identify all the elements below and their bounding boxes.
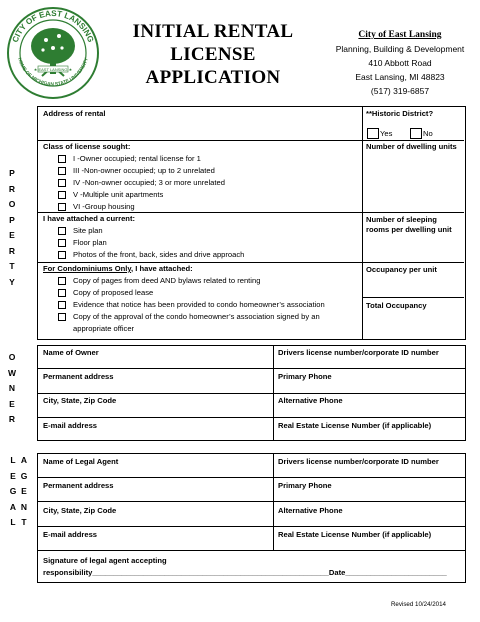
signature-date-line[interactable]: responsibility________________________________________________________Date________________________ — [43, 568, 447, 577]
yes-checkbox[interactable] — [367, 128, 379, 139]
attachments-group — [43, 213, 358, 261]
city-seal-logo — [6, 6, 100, 100]
agent-name-label: Name of Legal Agent — [43, 457, 119, 466]
class-option-iv[interactable]: IV -Non-owner occupied; 3 or more unrelated — [58, 177, 358, 189]
condo-group — [43, 263, 361, 335]
department-name: Planning, Building & Development — [335, 44, 465, 54]
owner-address-label: Permanent address — [43, 372, 114, 381]
owner-license-id-label: Drivers license number/corporate ID number — [278, 348, 439, 357]
agent-primary-phone-label: Primary Phone — [278, 481, 332, 490]
class-iv-checkbox[interactable] — [58, 179, 66, 187]
signature-label: Signature of legal agent accepting — [43, 556, 167, 565]
agent-alt-phone-label: Alternative Phone — [278, 506, 343, 515]
condo-deed-bylaws[interactable]: Copy of pages from deed AND bylaws related to renting — [58, 275, 361, 287]
class-iii-checkbox[interactable] — [58, 167, 66, 175]
legal-side-label: L E G A L — [9, 455, 17, 527]
site-plan-checkbox[interactable] — [58, 227, 66, 235]
agent-email-label: E-mail address — [43, 530, 98, 539]
class-i-checkbox[interactable] — [58, 155, 66, 163]
condo-heading: For Condominiums Only, I have attached: — [43, 264, 193, 273]
deed-checkbox[interactable] — [58, 277, 66, 285]
attach-photos[interactable]: Photos of the front, back, sides and drive approach — [58, 249, 358, 261]
city-name: City of East Lansing — [358, 30, 442, 40]
svg-text:★ EAST LANSING ★: ★ EAST LANSING ★ — [33, 66, 73, 72]
historic-yes-option[interactable]: Yes — [367, 128, 392, 139]
total-occupancy-label: Total Occupancy — [366, 301, 427, 310]
address-of-rental-label: Address of rental — [43, 109, 106, 118]
owner-city-state-zip-label: City, State, Zip Code — [43, 396, 117, 405]
approval-checkbox[interactable] — [58, 313, 66, 321]
class-v-checkbox[interactable] — [58, 191, 66, 199]
notice-checkbox[interactable] — [58, 301, 66, 309]
agent-license-id-label: Drivers license number/corporate ID number — [278, 457, 439, 466]
document-title: INITIAL RENTAL LICENSE APPLICATION — [132, 21, 294, 88]
license-class-group — [43, 141, 358, 213]
class-option-iii[interactable]: III -Non-owner occupied; up to 2 unrelated — [58, 165, 358, 177]
dwelling-units-label: Number of dwelling units — [366, 142, 457, 151]
photos-checkbox[interactable] — [58, 251, 66, 259]
revision-date: Revised 10/24/2014 — [390, 601, 446, 608]
no-checkbox[interactable] — [410, 128, 422, 139]
floor-plan-checkbox[interactable] — [58, 239, 66, 247]
class-option-vi[interactable]: VI -Group housing — [58, 201, 358, 213]
sleeping-rooms-label: Number of sleeping rooms per dwelling unit — [366, 215, 452, 234]
attach-floor-plan[interactable]: Floor plan — [58, 237, 358, 249]
lease-checkbox[interactable] — [58, 289, 66, 297]
owner-real-estate-license-label: Real Estate License Number (if applicable) — [278, 421, 432, 430]
class-heading: Class of license sought: — [43, 142, 131, 151]
attach-site-plan[interactable]: Site plan — [58, 225, 358, 237]
svg-text:HOME OF MICHIGAN STATE UNIVERS: HOME OF MICHIGAN STATE UNIVERSITY — [16, 57, 90, 88]
agent-side-label: A G E N T — [20, 455, 28, 527]
agent-city-state-zip-label: City, State, Zip Code — [43, 506, 117, 515]
city-state-zip: East Lansing, MI 48823 — [355, 72, 445, 82]
owner-side-label: O W N E R — [7, 352, 17, 424]
agent-address-label: Permanent address — [43, 481, 114, 490]
svg-text:CITY OF EAST LANSING: CITY OF EAST LANSING — [10, 8, 96, 44]
owner-primary-phone-label: Primary Phone — [278, 372, 332, 381]
class-option-i[interactable]: I -Owner occupied; rental license for 1 — [58, 153, 358, 165]
historic-no-option[interactable]: No — [410, 128, 433, 139]
condo-notice[interactable]: Evidence that notice has been provided to condo homeowner’s association — [58, 299, 361, 311]
owner-alt-phone-label: Alternative Phone — [278, 396, 343, 405]
condo-approval[interactable]: Copy of the approval of the condo homeowner’s association signed by an appropriate officer — [58, 311, 361, 335]
agent-signature-field[interactable] — [43, 556, 447, 578]
class-vi-checkbox[interactable] — [58, 203, 66, 211]
owner-email-label: E-mail address — [43, 421, 98, 430]
owner-name-label: Name of Owner — [43, 348, 99, 357]
city-contact-block — [330, 28, 470, 98]
attachments-heading: I have attached a current: — [43, 214, 136, 223]
property-side-label: P R O P E R T Y — [8, 168, 16, 287]
street-address: 410 Abbott Road — [368, 58, 432, 68]
condo-lease[interactable]: Copy of proposed lease — [58, 287, 361, 299]
occupancy-per-unit-label: Occupancy per unit — [366, 265, 437, 274]
class-option-v[interactable]: V -Multiple unit apartments — [58, 189, 358, 201]
phone-number: (517) 319-6857 — [370, 86, 430, 96]
historic-district-label: **Historic District? — [366, 109, 434, 118]
agent-real-estate-license-label: Real Estate License Number (if applicable) — [278, 530, 432, 539]
